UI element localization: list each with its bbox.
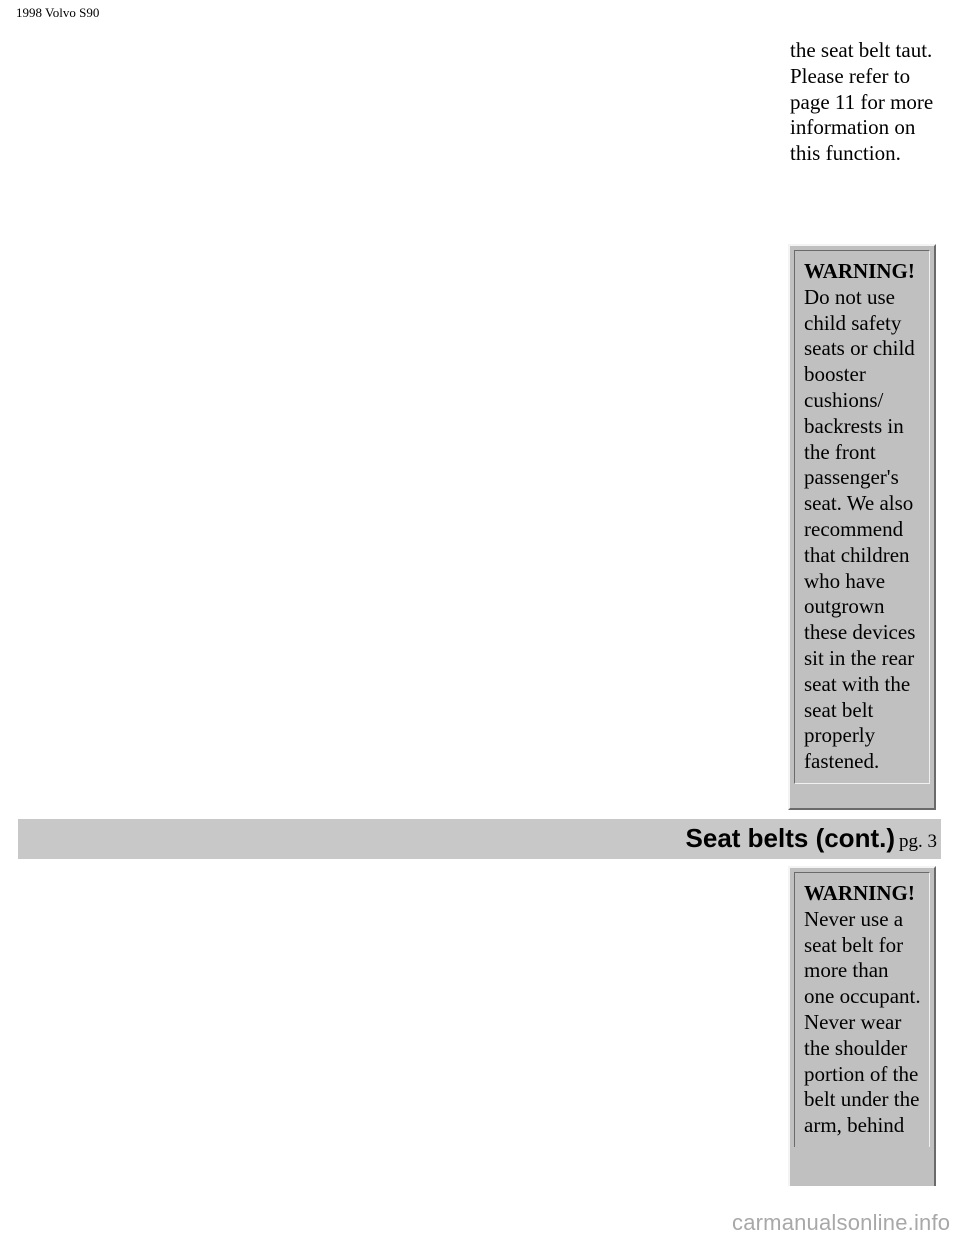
- intro-paragraph: the seat belt taut. Please refer to page 11 for more information on this function.: [790, 38, 934, 166]
- warning-title: WARNING!: [804, 881, 915, 905]
- section-title: Seat belts (cont.): [685, 823, 895, 853]
- warning-inner-panel: [794, 250, 930, 784]
- warning-box-single-occupant: [788, 866, 936, 1186]
- warning-body: Never use a seat belt for more than one occupant. Never wear the shoulder portion of the belt under the arm, behind: [804, 906, 921, 1138]
- section-page-number: pg. 3: [899, 831, 937, 852]
- section-header-bar: [18, 819, 941, 859]
- header-title: 1998 Volvo S90: [16, 5, 100, 20]
- warning-title: WARNING!: [804, 259, 915, 283]
- warning-inner-panel: [794, 872, 930, 1147]
- warning-box-child-seats: [788, 244, 936, 810]
- watermark-text: carmanualsonline.info: [732, 1210, 951, 1235]
- warning-body: Do not use child safety seats or child booster cushions/ backrests in the front passenger's seat. We also recommend that children who have outgrown these devices sit in the rear seat with the seat belt properly fastened.: [804, 284, 916, 774]
